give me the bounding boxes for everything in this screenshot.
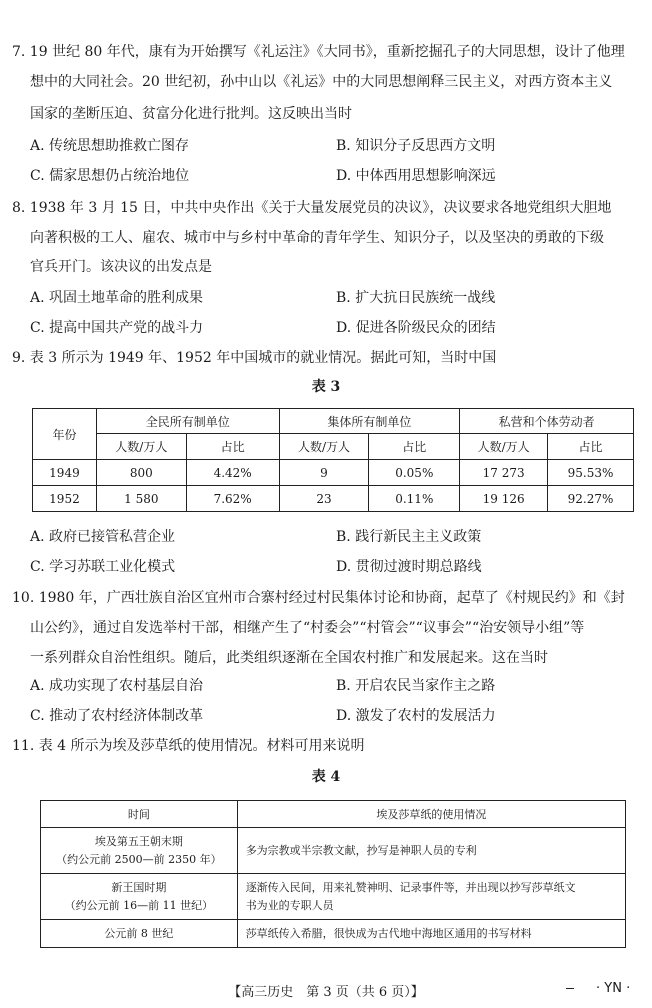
table-3-year-header: 年份 bbox=[33, 409, 97, 460]
table-3-subheader: 人数/万人 bbox=[279, 434, 369, 460]
table-row bbox=[41, 920, 626, 948]
q10-option-b: B. 开启农民当家作主之路 bbox=[336, 678, 496, 694]
table-3-subheader: 占比 bbox=[548, 434, 634, 460]
q8-option-d: D. 促进各阶级民众的团结 bbox=[336, 320, 496, 336]
table-3-subheader: 人数/万人 bbox=[460, 434, 548, 460]
q10-line-2: 山公约》，通过自发选举村干部，相继产生了“村委会”“村管会”“议事会”“治安领导小组”等 bbox=[30, 620, 585, 636]
table-cell: 1949 bbox=[33, 460, 97, 486]
table-cell: 800 bbox=[96, 460, 186, 486]
table-3 bbox=[32, 408, 634, 512]
table-4-caption: 表 4 bbox=[311, 769, 341, 785]
table-3-group-collective: 集体所有制单位 bbox=[279, 409, 460, 434]
table-cell: 23 bbox=[279, 486, 369, 512]
table-3-caption: 表 3 bbox=[311, 379, 341, 395]
footer-dash bbox=[566, 988, 574, 989]
footer-mark: · YN · bbox=[596, 981, 631, 996]
time-range-text: （约公元前 2500—前 2350 年） bbox=[56, 852, 222, 866]
table-row bbox=[41, 874, 626, 920]
table-cell: 0.11% bbox=[369, 486, 460, 512]
q10-option-d: D. 激发了农村的发展活力 bbox=[336, 708, 496, 724]
q10-line-1: 10. 1980 年，广西壮族自治区宜州市合寨村经过村民集体讨论和协商，起草了《村规民约》和《封 bbox=[12, 590, 625, 606]
q7-line-3: 国家的垄断压迫、贫富分化进行批判。这反映出当时 bbox=[30, 106, 352, 122]
table-cell-usage bbox=[237, 874, 625, 920]
q9-option-b: B. 践行新民主主义政策 bbox=[336, 529, 482, 545]
q8-line-3: 官兵开门。该决议的出发点是 bbox=[30, 259, 212, 275]
table-cell-time bbox=[41, 828, 238, 874]
q8-line-2: 向著积极的工人、雇农、城市中与乡村中革命的青年学生、知识分子，以及坚决的勇敢的下级 bbox=[30, 230, 604, 246]
table-4-header-time: 时间 bbox=[41, 801, 238, 828]
usage-text: 书为业的专职人员 bbox=[245, 898, 334, 912]
usage-text: 莎草纸传入希腊，很快成为古代地中海地区通用的书写材料 bbox=[245, 926, 532, 940]
table-cell: 1 580 bbox=[96, 486, 186, 512]
table-cell: 17 273 bbox=[460, 460, 548, 486]
q7-line-1: 7. 19 世纪 80 年代，康有为开始撰写《礼运注》《大同书》，重新挖掘孔子的大同思想，设计了他理 bbox=[12, 44, 625, 60]
table-3-group-private: 私营和个体劳动者 bbox=[460, 409, 634, 434]
q10-option-a: A. 成功实现了农村基层自治 bbox=[30, 678, 204, 694]
time-text: 新王国时期 bbox=[111, 880, 167, 894]
q11-line-1: 11. 表 4 所示为埃及莎草纸的使用情况。材料可用来说明 bbox=[12, 738, 365, 754]
q7-option-d: D. 中体西用思想影响深远 bbox=[336, 168, 496, 184]
table-3-subheader: 人数/万人 bbox=[96, 434, 186, 460]
q9-option-c: C. 学习苏联工业化模式 bbox=[30, 559, 176, 575]
q10-line-3: 一系列群众自治性组织。随后，此类组织逐渐在全国农村推广和发展起来。这在当时 bbox=[30, 650, 548, 666]
time-text: 埃及第五王朝末期 bbox=[94, 834, 183, 848]
time-range-text: （约公元前 16—前 11 世纪） bbox=[64, 898, 214, 912]
q8-option-a: A. 巩固土地革命的胜利成果 bbox=[30, 290, 204, 306]
table-cell-usage bbox=[237, 920, 625, 948]
table-row bbox=[33, 486, 634, 512]
table-cell: 92.27% bbox=[548, 486, 634, 512]
table-cell: 0.05% bbox=[369, 460, 460, 486]
table-cell-time bbox=[41, 874, 238, 920]
table-3-group-state: 全民所有制单位 bbox=[96, 409, 279, 434]
q10-option-c: C. 推动了农村经济体制改革 bbox=[30, 708, 204, 724]
table-cell: 7.62% bbox=[186, 486, 279, 512]
table-3-subheader: 占比 bbox=[369, 434, 460, 460]
q8-line-1: 8. 1938 年 3 月 15 日，中共中央作出《关于大量发展党员的决议》，决议要求各地党组织大胆地 bbox=[12, 200, 612, 216]
table-cell: 4.42% bbox=[186, 460, 279, 486]
q8-option-b: B. 扩大抗日民族统一战线 bbox=[336, 290, 496, 306]
usage-text: 多为宗教或半宗教文献，抄写是神职人员的专利 bbox=[245, 843, 477, 857]
q9-line-1: 9. 表 3 所示为 1949 年、1952 年中国城市的就业情况。据此可知，当时中国 bbox=[12, 350, 497, 366]
table-cell: 1952 bbox=[33, 486, 97, 512]
table-cell-usage bbox=[237, 828, 625, 874]
table-cell-time bbox=[41, 920, 238, 948]
time-text: 公元前 8 世纪 bbox=[104, 926, 174, 940]
q7-option-b: B. 知识分子反思西方文明 bbox=[336, 138, 496, 154]
q9-option-a: A. 政府已接管私营企业 bbox=[30, 529, 176, 545]
q7-option-a: A. 传统思想助推救亡图存 bbox=[30, 138, 190, 154]
q8-option-c: C. 提高中国共产党的战斗力 bbox=[30, 320, 204, 336]
table-3-subheader: 占比 bbox=[186, 434, 279, 460]
q7-option-c: C. 儒家思想仍占统治地位 bbox=[30, 168, 190, 184]
table-cell: 9 bbox=[279, 460, 369, 486]
q7-line-2: 想中的大同社会。20 世纪初，孙中山以《礼运》中的大同思想阐释三民主义，对西方资本主义 bbox=[30, 74, 613, 90]
table-4-header-usage: 埃及莎草纸的使用情况 bbox=[237, 801, 625, 828]
table-cell: 95.53% bbox=[548, 460, 634, 486]
q9-option-d: D. 贯彻过渡时期总路线 bbox=[336, 559, 482, 575]
usage-text: 逐渐传入民间，用来礼赞神明、记录事件等，并出现以抄写莎草纸文 bbox=[245, 880, 576, 894]
table-cell: 19 126 bbox=[460, 486, 548, 512]
table-row bbox=[41, 828, 626, 874]
page-footer: 【高三历史 第 3 页（共 6 页）】 bbox=[228, 985, 424, 1000]
table-row bbox=[33, 460, 634, 486]
table-4 bbox=[40, 800, 626, 948]
